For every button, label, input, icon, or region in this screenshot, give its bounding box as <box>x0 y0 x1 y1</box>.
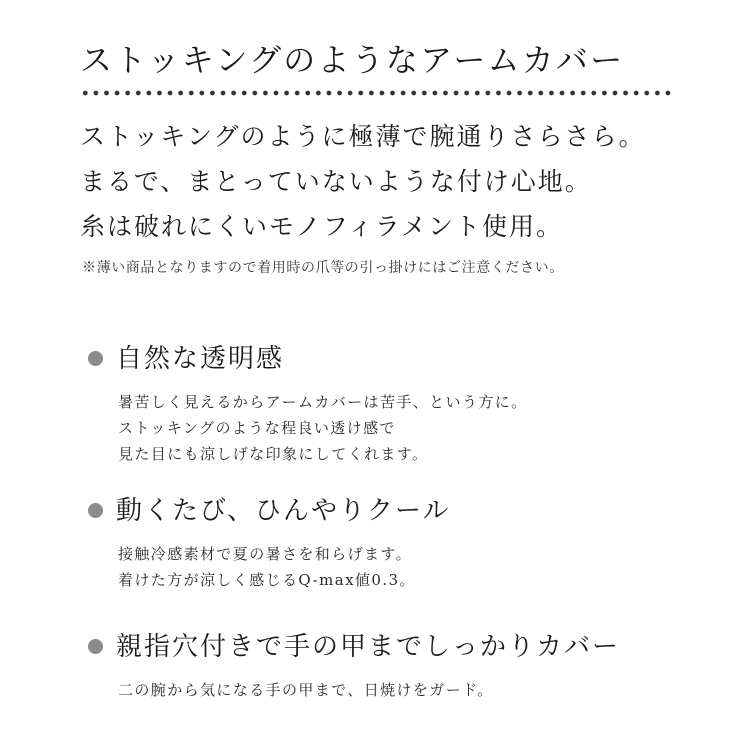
intro-line: まるで、まとっていないような付け心地。 <box>80 167 592 196</box>
feature-title: 自然な透明感 <box>116 344 285 374</box>
page-title: ストッキングのようなアームカバー <box>80 41 625 79</box>
feature-thumb-hole <box>88 627 728 703</box>
bullet-dot-icon <box>88 503 103 518</box>
feature-title: 親指穴付きで手の甲までしっかりカバー <box>116 632 621 662</box>
feature-line: 暑苦しく見えるからアームカバーは苦手、という方に。 <box>118 393 528 411</box>
feature-line: 二の腕から気になる手の甲まで、日焼けをガード。 <box>118 681 494 699</box>
feature-transparency <box>88 339 728 467</box>
intro-line: 糸は破れにくいモノフィラメント使用。 <box>80 212 564 241</box>
caution-note: ※薄い商品となりますので着用時の爪等の引っ掛けにはご注意ください。 <box>82 260 564 276</box>
feature-line: 見た目にも涼しげな印象にしてくれます。 <box>118 445 429 463</box>
bullet-dot-icon <box>88 351 103 366</box>
feature-line: 接触冷感素材で夏の暑さを和らげます。 <box>118 545 413 563</box>
feature-line: 着けた方が涼しく感じるQ-max値0.3。 <box>118 571 416 589</box>
feature-body <box>118 677 728 703</box>
intro-block <box>80 114 700 249</box>
feature-line: ストッキングのような程良い透け感で <box>118 419 396 437</box>
feature-cooling <box>88 491 728 593</box>
feature-body <box>118 389 728 467</box>
bullet-dot-icon <box>88 639 103 654</box>
intro-line: ストッキングのように極薄で腕通りさらさら。 <box>80 122 646 151</box>
feature-body <box>118 541 728 593</box>
feature-heading <box>88 627 728 669</box>
feature-title: 動くたび、ひんやりクール <box>116 496 451 526</box>
dotted-divider <box>80 89 672 97</box>
feature-heading <box>88 339 728 381</box>
feature-heading <box>88 491 728 533</box>
